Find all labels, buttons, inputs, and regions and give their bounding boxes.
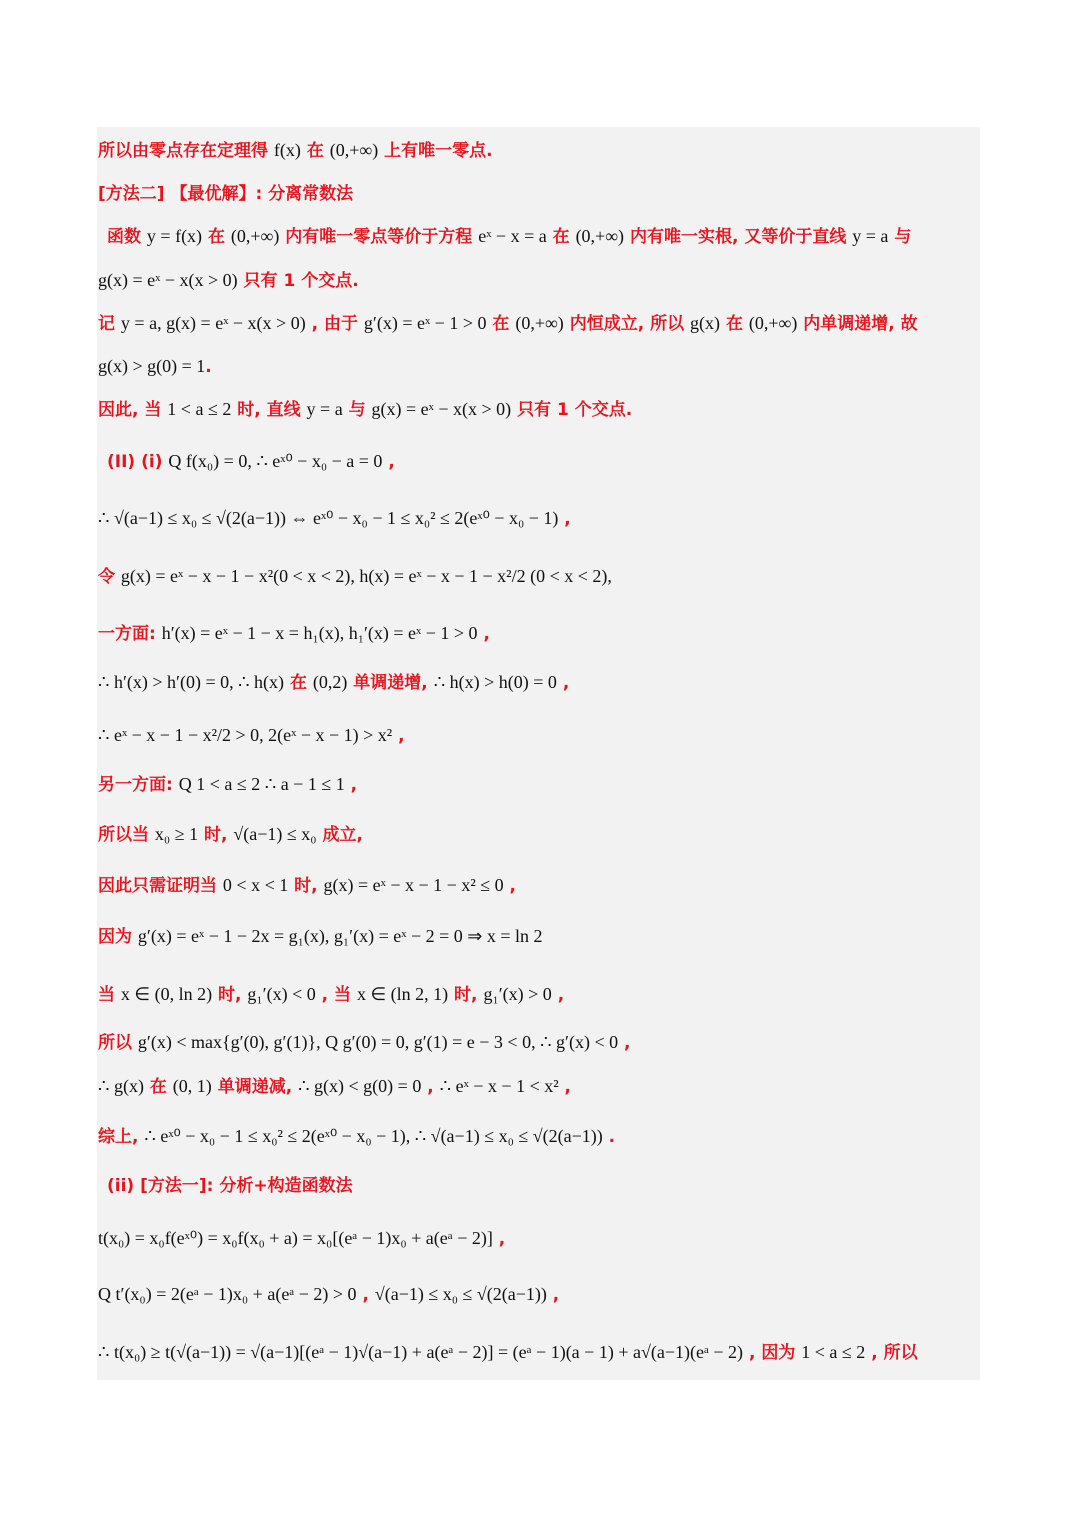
math-expression: y = f(x): [146, 226, 203, 246]
math-expression: y = a, g(x) = eˣ − x(x > 0): [120, 313, 306, 333]
math-expression: ∴ eˣ − x − 1 < x²: [439, 1076, 559, 1096]
math-expression: g(x): [690, 313, 721, 333]
math-expression: g′(x) < max{g′(0), g′(1)}, Q g′(0) = 0, g′(1) = e − 3 < 0, ∴ g′(x) < 0: [137, 1032, 619, 1052]
math-expression: g₁′(x) > 0: [483, 984, 552, 1004]
math-expression: 1 < a ≤ 2: [801, 1342, 866, 1362]
math-expression: (0,+∞): [575, 226, 625, 246]
math-expression: g(x) = eˣ − x − 1 − x² ≤ 0: [323, 875, 504, 895]
math-expression: g(x) = eˣ − x(x > 0): [371, 399, 512, 419]
text-run: 成立,: [316, 825, 363, 845]
text-line: [98, 506, 571, 531]
text-line: [98, 772, 357, 797]
text-run: 内有唯一零点等价于方程: [279, 227, 479, 247]
text-run: 在: [284, 673, 313, 693]
text-line: [98, 311, 918, 336]
text-run: 单调递减,: [211, 1077, 299, 1097]
text-line: [107, 449, 395, 474]
math-expression: g(x) > g(0) = 1: [98, 356, 206, 376]
text-run: 时,: [212, 985, 248, 1005]
text-run: [方法二] 【最优解】: 分离常数法: [98, 184, 354, 204]
math-expression: (0,+∞): [230, 226, 280, 246]
math-expression: g(x) = eˣ − x(x > 0): [98, 270, 238, 290]
text-run: (II) (i): [107, 452, 169, 472]
math-expression: y = a: [306, 399, 343, 419]
text-run: ,: [556, 673, 570, 693]
text-line: [98, 670, 569, 695]
text-run: ,: [558, 1077, 572, 1097]
text-run: 所以由零点存在定理得: [98, 141, 274, 161]
math-expression: y = a: [852, 226, 889, 246]
math-expression: eˣ − x = a: [478, 226, 547, 246]
math-expression: √(a−1) ≤ x₀ ≤ √(2(a−1)): [374, 1284, 547, 1304]
math-expression: 1 < a ≤ 2: [167, 399, 232, 419]
text-run: 时,: [288, 876, 324, 896]
text-run: 时, 直线: [231, 400, 307, 420]
text-run: 令: [98, 567, 121, 587]
text-run: 时,: [198, 825, 234, 845]
text-run: ,: [618, 1033, 631, 1053]
math-expression: ∴ eˣ⁰ − x₀ − 1 ≤ x₀² ≤ 2(eˣ⁰ − x₀ − 1), ∴ √(a−1) ≤ x₀ ≤ √(2(a−1)): [144, 1126, 603, 1146]
text-line: [98, 1074, 571, 1099]
text-run: , 所以: [865, 1343, 918, 1363]
text-run: 因为: [98, 927, 138, 947]
text-line: [98, 1340, 918, 1365]
text-run: 时,: [448, 985, 484, 1005]
text-run: 与: [888, 227, 912, 247]
text-run: ,: [551, 985, 565, 1005]
text-run: 内单调递增, 故: [797, 314, 918, 334]
math-expression: f(x): [273, 140, 301, 160]
text-run: ,: [558, 509, 571, 529]
text-line: [98, 1226, 505, 1251]
math-expression: ∴ t(x₀) ≥ t(√(a−1)) = √(a−1)[(eᵃ − 1)√(a−1) + a(eᵃ − 2)] = (eᵃ − 1)(a − 1) + a√(a−1)(eᵃ − 2): [98, 1342, 744, 1362]
math-expression: ∴ g(x) < g(0) = 0: [298, 1076, 422, 1096]
text-line: [98, 924, 543, 949]
text-run: ,: [382, 452, 395, 472]
math-expression: g(x) = eˣ − x − 1 − x²(0 < x < 2), h(x) = eˣ − x − 1 − x²/2 (0 < x < 2),: [120, 566, 612, 586]
text-run: 在: [546, 227, 576, 247]
text-run: ,: [356, 1285, 375, 1305]
math-expression: (0,+∞): [515, 313, 564, 333]
text-line: [98, 1030, 631, 1055]
text-run: 在: [300, 141, 330, 161]
text-run: 记: [98, 314, 121, 334]
math-expression: g′(x) = eˣ − 1 > 0: [363, 313, 487, 333]
text-run: 上有唯一零点.: [378, 141, 493, 161]
text-run: 在: [720, 314, 749, 334]
math-expression: h′(x) = eˣ − 1 − x = h₁(x), h₁′(x) = eˣ − 1 > 0: [161, 623, 478, 643]
text-run: 当: [98, 985, 121, 1005]
math-expression: (0,+∞): [329, 140, 379, 160]
text-line: [98, 564, 612, 589]
math-expression: ∴ eˣ − x − 1 − x²/2 > 0, 2(eˣ − x − 1) > x²: [98, 725, 393, 745]
math-expression: (0,2): [312, 672, 348, 692]
text-run: , 因为: [743, 1343, 802, 1363]
math-expression: Q t′(x₀) = 2(eᵃ − 1)x₀ + a(eᵃ − 2) > 0: [98, 1284, 357, 1304]
math-expression: x₀ ≥ 1: [154, 824, 199, 844]
math-expression: 0 < x < 1: [222, 875, 289, 895]
text-line: [98, 1124, 615, 1149]
text-line: [98, 397, 632, 422]
text-run: , 由于: [305, 314, 364, 334]
text-line: [98, 873, 516, 898]
text-run: ,: [421, 1077, 440, 1097]
math-expression: x ∈ (ln 2, 1): [356, 984, 449, 1004]
text-line: [107, 224, 911, 249]
math-expression: Q f(x₀) = 0, ∴ eˣ⁰ − x₀ − a = 0: [168, 451, 383, 471]
text-run: 综上,: [98, 1127, 145, 1147]
math-expression: g₁′(x) < 0: [247, 984, 316, 1004]
text-line: [98, 182, 353, 206]
text-run: 所以: [98, 1033, 138, 1053]
math-expression: (0,+∞): [748, 313, 798, 333]
text-run: .: [602, 1127, 616, 1147]
math-expression: ∴ √(a−1) ≤ x₀ ≤ √(2(a−1)) ⇔ eˣ⁰ − x₀ − 1 ≤ x₀² ≤ 2(eˣ⁰ − x₀ − 1): [98, 508, 559, 528]
text-run: (ii) [方法一]: 分析+构造函数法: [107, 1176, 353, 1196]
text-run: 只有 1 个交点.: [511, 400, 633, 420]
text-run: 只有 1 个交点.: [237, 271, 359, 291]
text-run: ,: [477, 624, 490, 644]
text-run: 因此, 当: [98, 400, 168, 420]
math-expression: x ∈ (0, ln 2): [120, 984, 213, 1004]
math-expression: ∴ h(x) > h(0) = 0: [433, 672, 557, 692]
text-run: 与: [342, 400, 372, 420]
math-expression: g′(x) = eˣ − 1 − 2x = g₁(x), g₁′(x) = eˣ − 2 = 0 ⇒ x = ln 2: [137, 926, 543, 946]
text-run: , 当: [315, 985, 357, 1005]
text-run: 在: [202, 227, 231, 247]
text-line: [98, 822, 363, 847]
text-line: [98, 268, 359, 293]
text-run: 单调递增,: [347, 673, 434, 693]
math-expression: Q 1 < a ≤ 2 ∴ a − 1 ≤ 1: [178, 774, 345, 794]
text-run: 内有唯一实根, 又等价于直线: [624, 227, 853, 247]
text-line: [98, 354, 212, 379]
text-line: [98, 1282, 559, 1307]
text-line: [98, 138, 493, 163]
text-run: ,: [344, 775, 358, 795]
text-run: 在: [143, 1077, 173, 1097]
text-run: 函数: [107, 227, 147, 247]
text-line: [98, 723, 405, 748]
text-run: ,: [392, 726, 405, 746]
text-run: 另一方面:: [98, 775, 179, 795]
text-run: 所以当: [98, 825, 155, 845]
text-line: [98, 621, 490, 646]
text-run: 在: [486, 314, 516, 334]
math-expression: t(x₀) = x₀f(eˣ⁰) = x₀f(x₀ + a) = x₀[(eᵃ − 1)x₀ + a(eᵃ − 2)]: [98, 1228, 493, 1248]
text-run: ,: [546, 1285, 560, 1305]
text-run: 内恒成立, 所以: [563, 314, 691, 334]
text-run: 一方面:: [98, 624, 162, 644]
text-run: 因此只需证明当: [98, 876, 223, 896]
math-expression: √(a−1) ≤ x₀: [233, 824, 317, 844]
text-run: .: [205, 357, 212, 377]
text-line: [98, 982, 564, 1007]
text-run: ,: [503, 876, 516, 896]
math-expression: ∴ g(x): [98, 1076, 144, 1096]
math-expression: ∴ h′(x) > h′(0) = 0, ∴ h(x): [98, 672, 285, 692]
text-line: [107, 1174, 353, 1198]
math-expression: (0, 1): [172, 1076, 212, 1096]
text-run: ,: [492, 1229, 506, 1249]
